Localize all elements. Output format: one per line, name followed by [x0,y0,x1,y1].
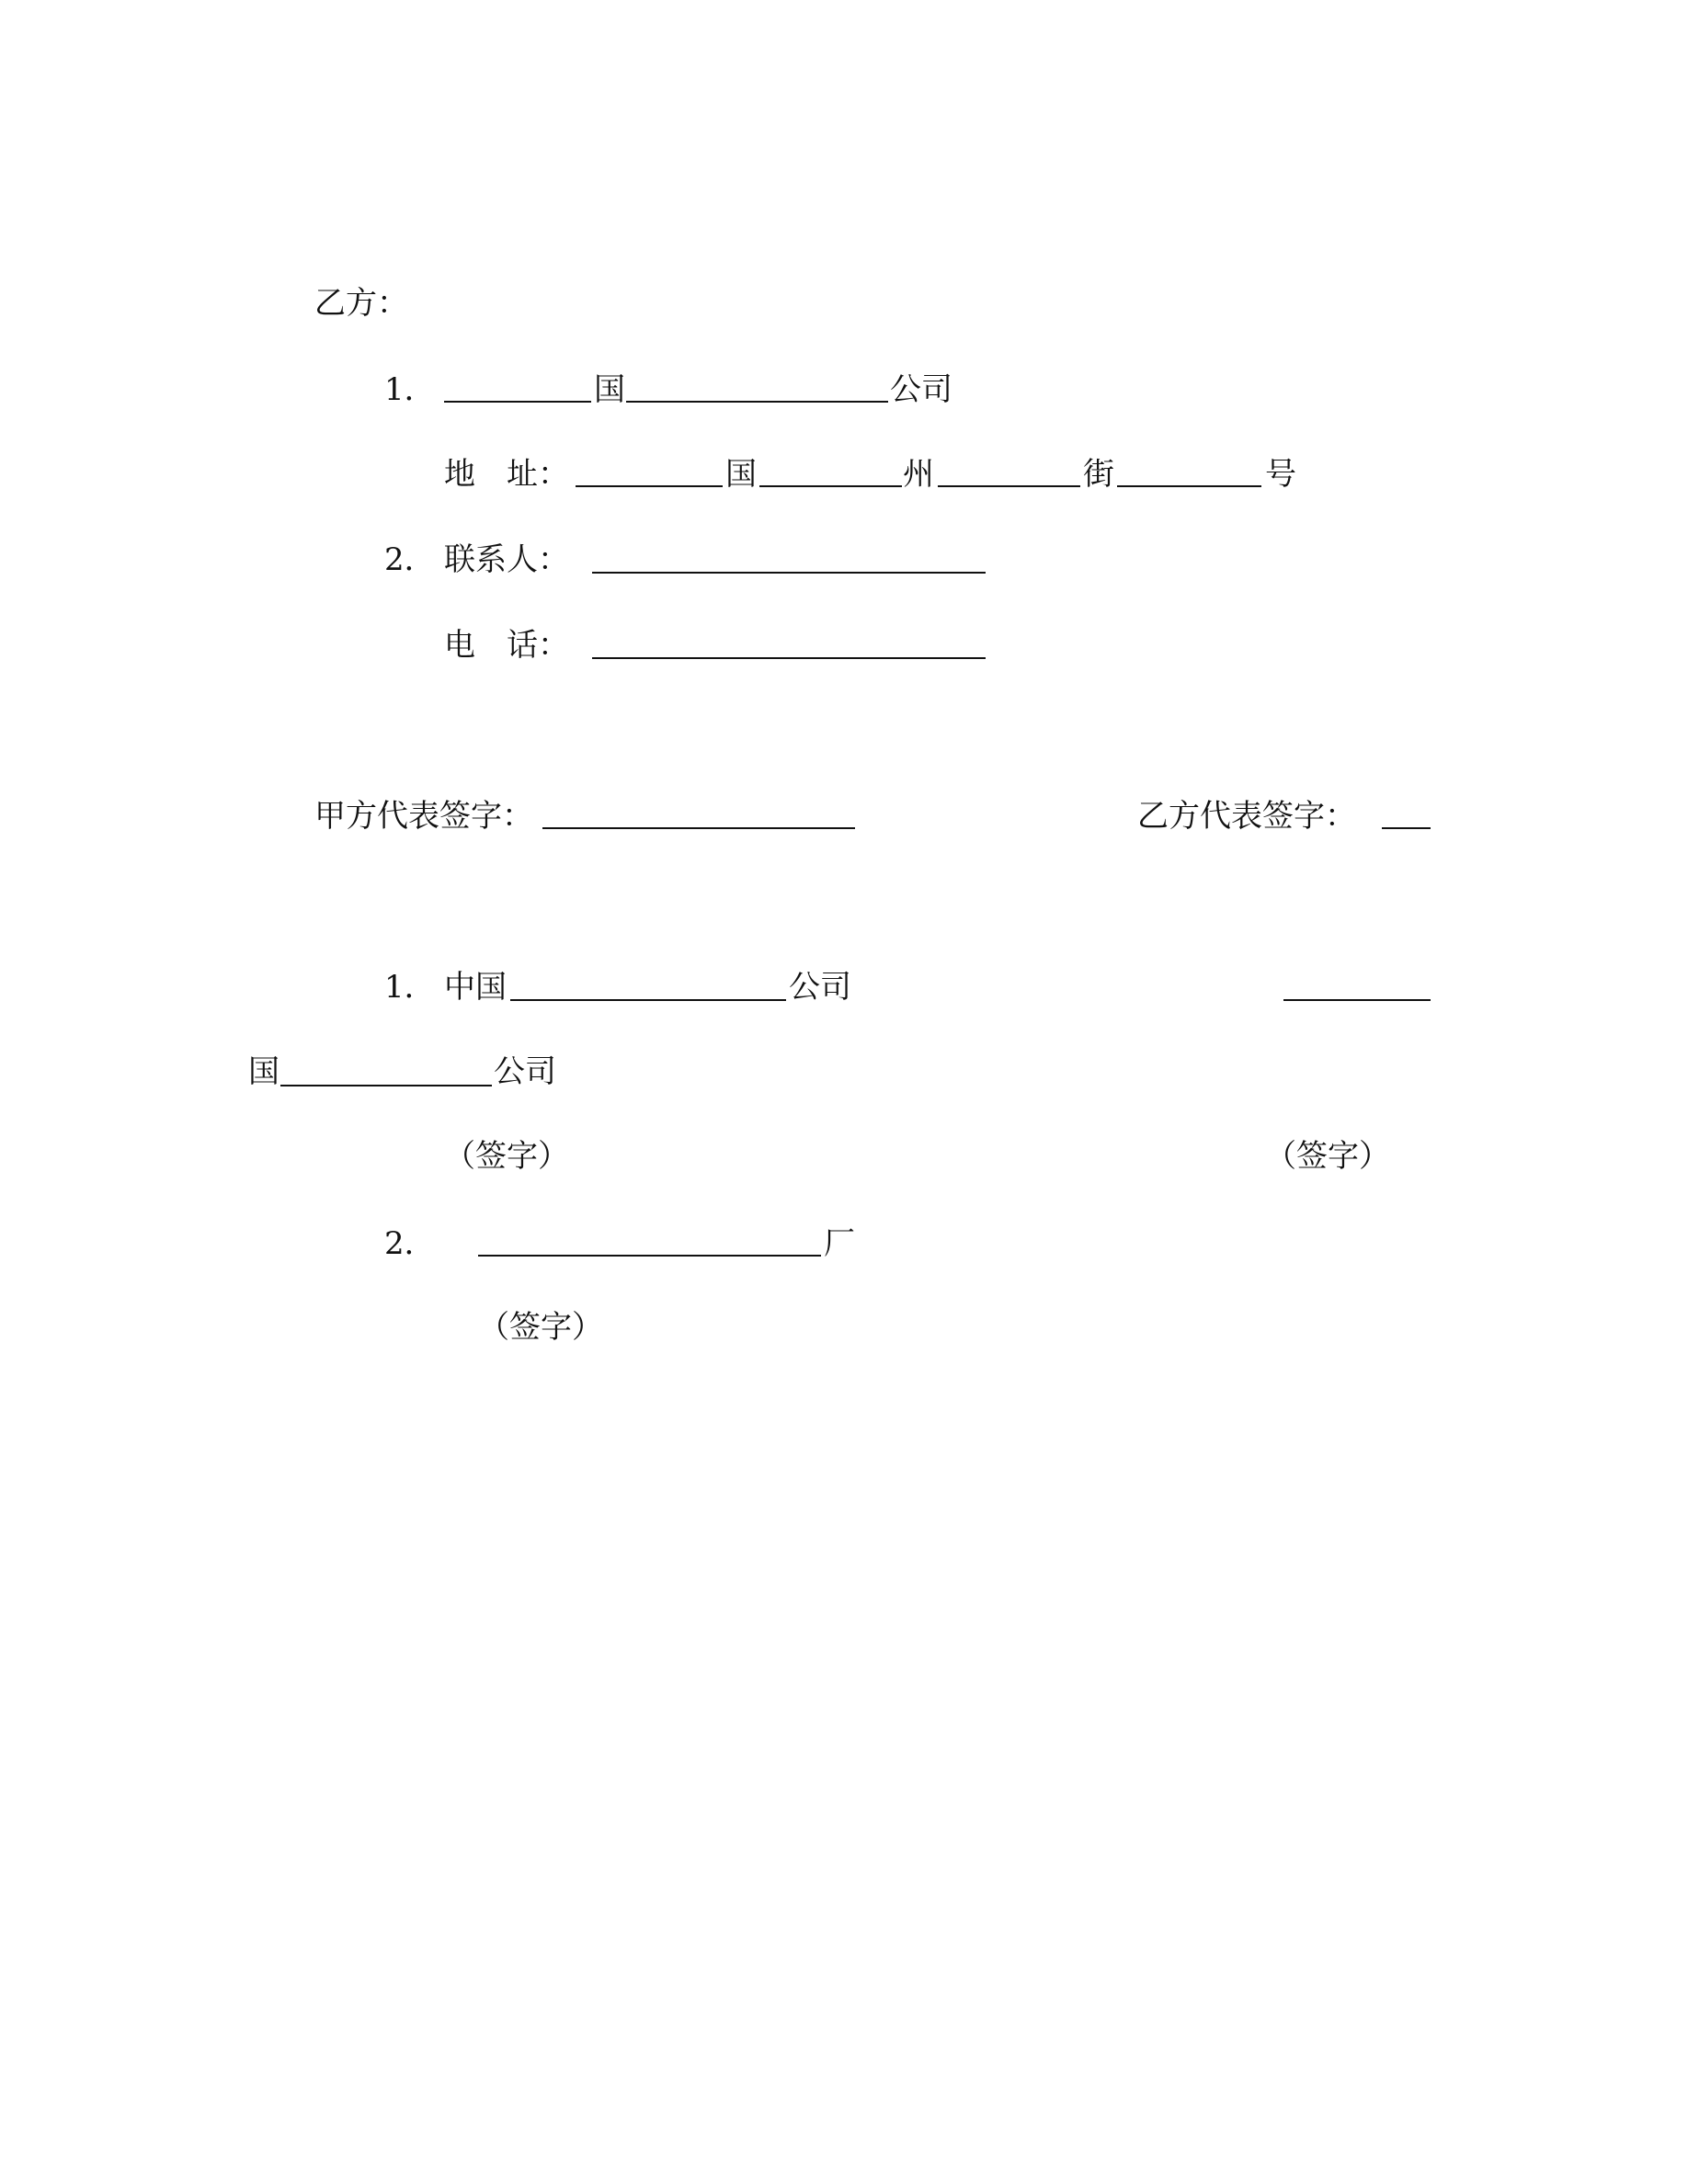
contact-blank[interactable] [592,572,986,574]
address-state-label: 州 [903,456,934,493]
sig-line2-factory: 厂 [824,1225,855,1262]
address-number-label: 号 [1265,456,1296,493]
sig-line1b-company: 公司 [494,1053,556,1090]
party-a-signature-blank[interactable] [542,827,855,829]
item1-number: 1． [384,371,436,408]
foreign-country-blank[interactable] [1283,999,1431,1001]
address-country-label: 国 [725,456,757,493]
foreign-company-blank[interactable] [280,1085,492,1086]
sign-label-bottom: （签字） [478,1309,603,1346]
party-b-signature-blank[interactable] [1382,827,1431,829]
item2-number: 2． [384,541,436,578]
sig-line1-number: 1． [384,969,436,1006]
address-street-blank[interactable] [938,485,1080,487]
address-state-blank[interactable] [759,485,902,487]
phone-label: 电 话： [444,627,569,664]
chinese-company-blank[interactable] [510,999,786,1001]
sign-label-right: （签字） [1265,1138,1390,1175]
sig-line1b-country: 国 [248,1053,279,1090]
sig-line2-number: 2． [384,1225,436,1262]
party-a-rep-label: 甲方代表签字： [314,798,533,835]
company-name-blank[interactable] [626,401,888,403]
address-number-blank[interactable] [1117,485,1261,487]
address-street-label: 街 [1083,456,1114,493]
item1-company-label: 公司 [890,371,952,408]
sig-line1-china: 中国 [444,969,507,1006]
factory-name-blank[interactable] [478,1255,821,1257]
address-country-blank[interactable] [576,485,723,487]
sig-line1-company: 公司 [789,969,851,1006]
phone-blank[interactable] [592,657,986,659]
party-b-rep-label: 乙方代表签字： [1137,798,1356,835]
contact-label: 联系人： [444,541,569,578]
address-label: 地 址： [444,456,569,493]
country-blank[interactable] [444,401,591,403]
party-b-heading: 乙方： [314,285,408,322]
item1-country-label: 国 [594,371,625,408]
sign-label-left: （签字） [444,1138,569,1175]
